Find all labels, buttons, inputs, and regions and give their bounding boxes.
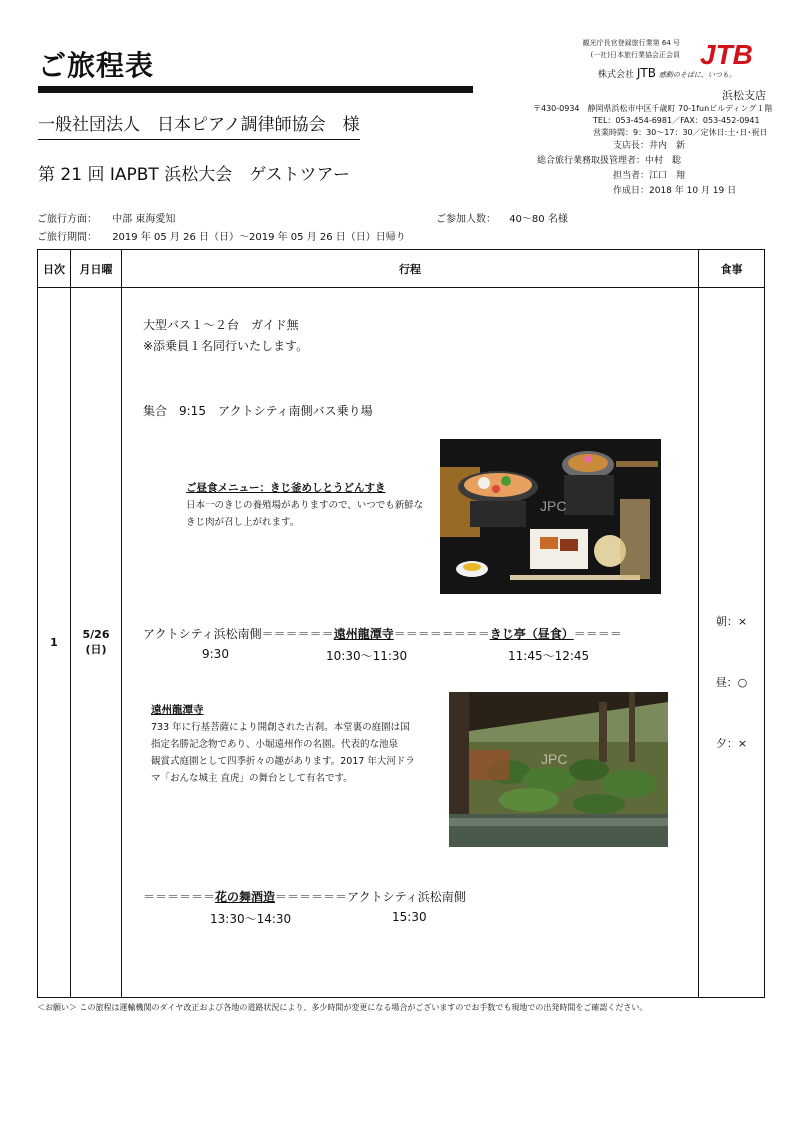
header-day: 日次 — [38, 250, 71, 288]
branch-tel-fax: TEL：053-454-6981／FAX：053-452-0941 — [593, 116, 760, 125]
route-2 — [143, 888, 466, 905]
route-1 — [143, 625, 622, 642]
temple-desc-line-2: 指定名勝記念物であり、小堀遠州作の名園。代表的な池泉 — [151, 739, 399, 750]
company-tagline: 感動のそばに、いつも。 — [658, 71, 736, 79]
company-name: 株式会社 — [598, 70, 635, 80]
date-cell — [71, 288, 122, 998]
temple-desc-line-1: 733 年に行基菩薩により開創された古刹。本堂裏の庭園は国 — [151, 722, 410, 733]
meal-lunch: 昼：○ — [715, 676, 748, 689]
bus-info: 大型バス１～２台 ガイド無 — [143, 318, 299, 332]
svg-text:JTB: JTB — [700, 39, 753, 70]
header-date: 月日曜 — [71, 250, 122, 288]
branch-hours: 営業時間：9：30～17：30／定休日:土･日･祝日 — [593, 128, 768, 137]
participants-value: 40～80 名様 — [509, 214, 568, 225]
route-2-brewery: 花の舞酒造 — [215, 890, 276, 904]
created-date: 作成日：2018 年 10 月 19 日 — [613, 186, 737, 196]
lunch-desc-line-1: 日本一のきじの養殖場がありますので、いつでも新鮮な — [186, 500, 424, 511]
escort-info: ※添乗員１名同行いたします。 — [143, 339, 309, 353]
period-value: 2019 年 05 月 26 日（日）～2019 年 05 月 26 日（日）日帰り — [112, 232, 406, 243]
branch-manager: 支店長：井内 新 — [613, 141, 686, 151]
date-value: 5/26 — [82, 628, 110, 641]
day-cell: 1 — [38, 288, 71, 998]
period-label: ご旅行期間： — [37, 232, 97, 243]
route-1-restaurant: きじ亭（昼食） — [489, 627, 574, 641]
temple-desc-line-4: マ「おんな城主 直虎」の舞台として有名です。 — [151, 773, 353, 784]
header-meals: 食事 — [699, 250, 765, 288]
jtb-logo — [700, 38, 770, 70]
registration-line-2: (一社)日本旅行業協会正会員 — [590, 51, 680, 59]
direction-value: 中部 東海愛知 — [112, 214, 176, 225]
lunch-menu-title: ご昼食メニュー：きじ釜めしとうどんすき — [186, 482, 386, 494]
registration-line-1: 観光庁長官登録旅行業第 64 号 — [582, 39, 680, 47]
direction-row — [37, 210, 175, 225]
table-row — [38, 288, 765, 998]
route-1-part-c: ＝＝＝＝＝＝＝＝ — [393, 627, 490, 641]
title-underline-bar — [38, 86, 473, 93]
temple-photo-watermark: JPC — [541, 751, 568, 767]
meals-cell — [699, 288, 765, 998]
general-manager: 総合旅行業務取扱管理者：中村 聡 — [537, 156, 682, 166]
footer-note: ＜お願い＞ この旅程は運輸機関のダイヤ改正および各地の道路状況により、多少時間が変更になる場合がございますのでお手数でも現地での出発時間をご確認ください。 — [37, 1003, 648, 1012]
lunch-photo — [440, 439, 661, 594]
contact-person: 担当者：江口 翔 — [613, 171, 686, 181]
lunch-desc-line-2: きじ肉が召し上がれます。 — [186, 517, 300, 528]
meal-dinner: 夕：× — [715, 737, 748, 750]
route-2-part-a: ＝＝＝＝＝＝ — [143, 890, 216, 904]
meeting-info: 集合 9:15 アクトシティ南側バス乗り場 — [143, 404, 373, 418]
tour-name: 第 21 回 IAPBT 浜松大会 ゲストツアー — [38, 165, 350, 185]
branch-name: 浜松支店 — [722, 89, 766, 102]
time-lunch: 11:45～12:45 — [508, 649, 590, 663]
time-brewery: 13:30～14:30 — [210, 912, 292, 926]
direction-label: ご旅行方面： — [37, 214, 97, 225]
lunch-photo-watermark: JPC — [540, 498, 567, 514]
participants-label: ご参加人数： — [436, 214, 496, 225]
table-header-row — [38, 250, 765, 288]
header-itinerary: 行程 — [122, 250, 699, 288]
client-name: 一般社団法人 日本ピアノ調律師協会 様 — [38, 110, 360, 140]
meal-breakfast: 朝：× — [715, 615, 748, 628]
time-return: 15:30 — [392, 910, 427, 924]
period-row — [37, 228, 406, 243]
temple-title: 遠州龍潭寺 — [151, 704, 204, 716]
branch-address: 〒430-0934 静岡県浜松市中区千歳町 70-1funビルディング１階 — [533, 104, 773, 113]
route-1-part-e: ＝＝＝＝ — [573, 627, 622, 641]
route-1-temple: 遠州龍潭寺 — [333, 627, 394, 641]
temple-garden-photo — [449, 692, 668, 847]
temple-desc-line-3: 観賞式庭園として四季折々の趣があります。2017 年大河ドラ — [151, 756, 415, 767]
page-title: ご旅程表 — [38, 49, 155, 82]
time-temple: 10:30～11:30 — [326, 649, 408, 663]
time-depart: 9:30 — [202, 647, 229, 661]
itinerary-cell — [122, 288, 699, 998]
weekday-value: (日) — [85, 643, 107, 656]
company-brand-text: JTB — [636, 66, 656, 80]
itinerary-table — [37, 249, 765, 998]
route-1-part-a: アクトシティ浜松南側＝＝＝＝＝＝ — [143, 627, 334, 641]
participants-row — [436, 210, 568, 225]
route-2-part-c: ＝＝＝＝＝＝アクトシティ浜松南側 — [275, 890, 466, 904]
